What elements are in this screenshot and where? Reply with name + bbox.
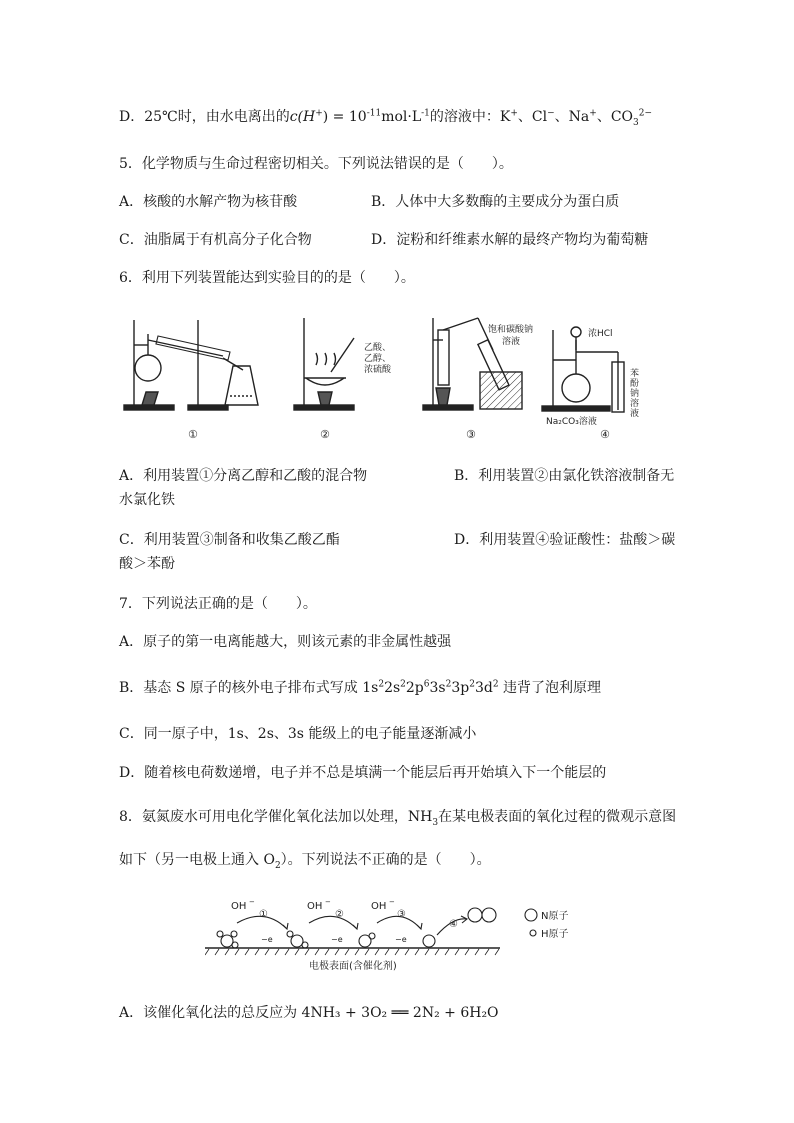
q8-stem-line1 [119,807,676,827]
oh-label-3: OH [371,901,387,912]
electron-1: −e [261,935,273,944]
q6-option-b-line2: 水氯化铁 [119,492,175,508]
step-3: ③ [397,909,406,920]
q4d-c-sup: + [315,108,323,119]
q8-stem2-sub: 2 [274,860,281,871]
q5-option-a: A．核酸的水解产物为核苷酸 [119,194,298,210]
q4d-unit-exp: -1 [421,108,430,119]
fig3-receiver-2: 溶液 [502,337,521,347]
q4d-exp: -11 [366,108,382,119]
q4-option-d [119,107,652,127]
q8-stem1-b: 在某电极表面的氧化过程的微观示意图 [438,809,677,825]
q7-option-a: A．原子的第一电离能越大，则该元素的非金属性越强 [119,634,452,650]
q7b-config: 3d [474,680,493,696]
q7b-config: 2s [384,680,401,696]
electron-2: −e [331,935,343,944]
q6-option-a: A．利用装置①分离乙醇和乙酸的混合物 [119,468,368,484]
oh-sup-3: − [389,898,395,906]
q7b-config: 1s [362,680,379,696]
q7-option-d: D．随着核电荷数递增，电子并不总是填满一个能层后再开始填入下一个能层的 [119,765,607,781]
fig3-receiver-1: 饱和碳酸钠 [488,325,534,335]
fig4-phenolate-1: 苯 [630,369,640,379]
legend-n-atom: N原子 [541,911,569,922]
q7-stem: 7．下列说法正确的是（ ）。 [119,596,317,612]
q4d-c-expr: c(H [289,109,316,125]
q7b-config: 2 [378,679,385,690]
fig4-na2co3: Na₂CO₃溶液 [546,417,597,427]
q8-stem-line2 [119,850,491,870]
q7-option-c: C．同一原子中，1s、2s、3s 能级上的电子能量逐渐减小 [119,726,477,742]
q5-option-c: C．油脂属于有机高分子化合物 [119,232,312,248]
electron-3: −e [395,935,407,944]
fig4-hcl: 浓HCl [588,329,613,339]
q5-stem: 5．化学物质与生命过程密切相关。下列说法错误的是（ ）。 [119,156,513,172]
q4d-unit: mol·L [381,109,422,125]
step-4: ④ [449,919,458,930]
q8-electrode-figure [205,895,595,977]
q6-option-c: C．利用装置③制备和收集乙酸乙酯 [119,532,340,548]
apparatus-1-distillation [124,320,258,410]
q6-option-d-line2: 酸＞苯酚 [119,556,175,572]
q4d-co-sup: 2− [638,108,653,119]
fig4-phenolate-5: 液 [630,409,640,419]
q7b-config: 2 [492,679,499,690]
electrode-caption: 电极表面(含催化剂) [309,961,397,972]
q8-stem2-a: 如下（另一电极上通入 O [119,852,275,868]
fig4-phenolate-4: 溶 [630,399,640,409]
q7b-config: 2 [400,679,406,690]
oh-label-2: OH [307,901,323,912]
q4d-suffix: 的溶液中：K [429,109,511,125]
step-2: ② [335,909,344,920]
fig-label-2: ② [320,428,330,441]
q7b-config: 2p [405,680,424,696]
apparatus-4-acidity [542,327,624,412]
q8-option-a: A．该催化氧化法的总反应为 4NH₃ + 3O₂ ══ 2N₂ + 6H₂O [119,1005,499,1021]
oh-sup-1: − [249,898,255,906]
fig-label-3: ③ [466,428,476,441]
q4d-na: 、Na [554,109,590,125]
apparatus-2-evaporation [294,318,354,410]
q4d-co: 、CO [596,109,634,125]
q4d-c-close: ) = 10 [322,109,367,125]
oh-label-1: OH [231,901,247,912]
fig3-reagent-1: 乙酸、 [364,343,392,353]
legend-h-atom: H原子 [541,929,569,940]
q4d-na-sup: + [589,108,597,119]
q8-stem1-a: 8．氨氮废水可用电化学催化氧化法加以处理，NH [119,809,433,825]
q5-option-d: D．淀粉和纤维素水解的最终产物均为葡萄糖 [371,232,649,248]
fig4-phenolate-2: 酚 [630,379,640,389]
q4d-prefix: D．25℃时，由水电离出的 [119,109,290,125]
q7b-config: 3p [451,680,470,696]
q7b-prefix: B．基态 S 原子的核外电子排布式写成 [119,680,363,696]
q8-stem2-b: ）。下列说法不正确的是（ ）。 [280,852,491,868]
q4d-cl: 、Cl [517,109,548,125]
q6-stem: 6．利用下列装置能达到实验目的的是（ ）。 [119,270,415,286]
q7b-config: 2 [445,679,452,690]
q6-apparatus-figure [118,310,678,445]
q7b-config: 2 [469,679,475,690]
oh-sup-2: − [325,898,331,906]
q5-option-b: B．人体中大多数酶的主要成分为蛋白质 [371,194,620,210]
fig-label-4: ④ [600,428,610,441]
fig4-phenolate-3: 钠 [630,389,640,399]
step-1: ① [259,909,268,920]
q7b-suffix: 违背了泡利原理 [498,680,601,696]
fig3-reagent-2: 乙醇、 [364,354,392,364]
q8-stem1-sub: 3 [432,817,439,828]
q4d-cl-sup: − [547,108,555,119]
fig3-reagent-3: 浓硫酸 [364,365,392,375]
q7b-config: 3s [429,680,446,696]
q6-option-d-line1: D．利用装置④验证酸性：盐酸＞碳 [454,532,676,548]
q4d-co-sub: 3 [633,117,639,128]
q7-option-b [119,678,601,698]
q4d-k-sup: + [510,108,518,119]
q6-option-b-line1: B．利用装置②由氯化铁溶液制备无 [454,468,675,484]
fig-label-1: ① [188,428,198,441]
q7b-config: 6 [423,679,430,690]
